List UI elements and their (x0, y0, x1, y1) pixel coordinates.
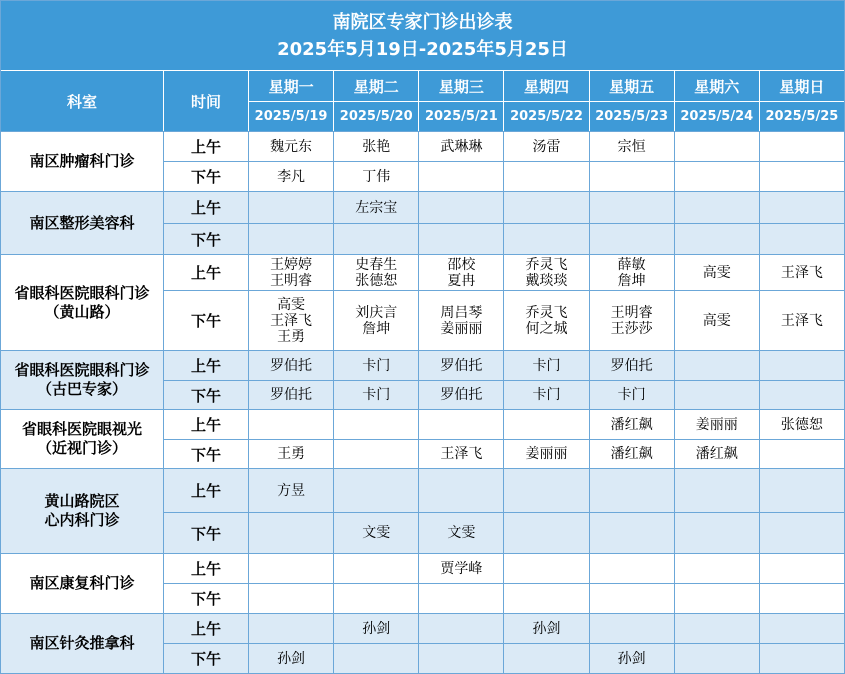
doctor-name: 文雯 (362, 525, 391, 541)
doctor-name: 罗伯托 (610, 357, 653, 374)
doctor-cell (504, 410, 588, 439)
doctor-cell (334, 162, 418, 191)
session-label: 下午 (164, 513, 248, 553)
doctor-cell (334, 469, 418, 512)
doctor-name: 王婷婷 (270, 256, 313, 273)
department-cell (1, 554, 163, 613)
doctor-cell (334, 554, 418, 583)
doctor-cell (419, 554, 503, 583)
doctor-name: 罗伯托 (440, 357, 483, 374)
department-cell (1, 410, 163, 468)
doctor-cell (590, 513, 674, 553)
doctor-cell (760, 351, 844, 380)
department-name-line: 省眼科医院眼科门诊 (14, 283, 150, 302)
doctor-cell (334, 513, 418, 553)
department-name-line: （古巴专家） (36, 380, 127, 398)
department-cell (1, 469, 163, 553)
doctor-name: 罗伯托 (270, 387, 313, 403)
doctor-name: 詹坤 (362, 320, 391, 337)
doctor-cell (419, 584, 503, 613)
doctor-cell (590, 440, 674, 468)
table-header (1, 70, 844, 131)
doctor-name: 周吕琴 (440, 304, 483, 321)
doctor-cell (334, 291, 418, 350)
session-label: 下午 (164, 381, 248, 409)
doctor-cell (760, 132, 844, 161)
date-range: 2025年5月19日-2025年5月25日 (277, 38, 568, 60)
doctor-cell (504, 554, 588, 583)
doctor-cell (419, 162, 503, 191)
table-title-block (1, 1, 844, 70)
department-cell (1, 351, 163, 409)
doctor-cell (590, 162, 674, 191)
doctor-name: 汤雷 (532, 138, 561, 155)
department-cell (1, 132, 163, 191)
department-name-line: 省眼科医院眼视光 (21, 420, 142, 438)
doctor-cell (760, 255, 844, 290)
doctor-cell (760, 224, 844, 254)
doctor-cell (249, 440, 333, 468)
doctor-cell (760, 381, 844, 409)
doctor-cell (590, 192, 674, 223)
doctor-cell (675, 614, 759, 643)
doctor-cell (590, 644, 674, 673)
doctor-cell (675, 255, 759, 290)
header-date: 2025/5/20 (334, 102, 418, 131)
doctor-name: 王泽飞 (440, 446, 483, 462)
doctor-cell (419, 513, 503, 553)
doctor-cell (504, 440, 588, 468)
doctor-cell (760, 614, 844, 643)
session-label: 上午 (164, 351, 248, 380)
doctor-name: 潘红飙 (610, 416, 653, 433)
doctor-name: 史春生 (355, 256, 398, 273)
doctor-cell (590, 291, 674, 350)
doctor-cell (760, 469, 844, 512)
header-date: 2025/5/19 (249, 102, 333, 131)
doctor-cell (760, 554, 844, 583)
doctor-name: 罗伯托 (270, 357, 313, 374)
doctor-name: 高雯 (702, 264, 731, 281)
doctor-cell (504, 351, 588, 380)
table-title: 南院区专家门诊出诊表 (332, 11, 513, 33)
doctor-cell (504, 381, 588, 409)
doctor-cell (504, 614, 588, 643)
doctor-name: 张德恕 (355, 272, 398, 289)
doctor-cell (419, 224, 503, 254)
doctor-cell (590, 410, 674, 439)
header-weekday: 星期六 (675, 71, 759, 101)
doctor-name: 孙剑 (617, 650, 646, 667)
doctor-name: 卡门 (617, 387, 646, 403)
doctor-cell (504, 644, 588, 673)
doctor-cell (675, 554, 759, 583)
header-date: 2025/5/22 (504, 102, 588, 131)
doctor-cell (590, 584, 674, 613)
doctor-cell (675, 351, 759, 380)
doctor-cell (419, 351, 503, 380)
doctor-name: 高雯 (702, 312, 731, 329)
session-label: 上午 (164, 192, 248, 223)
doctor-cell (760, 291, 844, 350)
doctor-name: 魏元东 (270, 138, 313, 155)
doctor-cell (504, 162, 588, 191)
doctor-cell (590, 554, 674, 583)
header-date: 2025/5/23 (590, 102, 674, 131)
doctor-cell (249, 644, 333, 673)
department-name-line: （近视门诊） (36, 439, 127, 457)
doctor-cell (249, 584, 333, 613)
doctor-name: 戴琰琰 (525, 272, 568, 289)
doctor-name: 刘庆言 (355, 304, 398, 321)
doctor-name: 卡门 (532, 387, 561, 403)
doctor-cell (249, 513, 333, 553)
header-weekday: 星期四 (504, 71, 588, 101)
doctor-name: 潘红飙 (695, 446, 738, 462)
doctor-cell (675, 644, 759, 673)
doctor-cell (760, 644, 844, 673)
doctor-cell (249, 410, 333, 439)
doctor-name: 夏冉 (447, 272, 476, 289)
doctor-name: 文雯 (447, 525, 476, 541)
doctor-cell (675, 513, 759, 553)
doctor-cell (334, 224, 418, 254)
doctor-name: 方昱 (277, 482, 306, 499)
doctor-cell (419, 192, 503, 223)
doctor-name: 高雯 (277, 296, 306, 313)
doctor-name: 詹坤 (617, 272, 646, 289)
doctor-name: 王泽飞 (780, 264, 823, 281)
session-label: 下午 (164, 584, 248, 613)
doctor-name: 何之城 (525, 320, 568, 337)
doctor-cell (504, 584, 588, 613)
doctor-cell (590, 255, 674, 290)
doctor-cell (249, 351, 333, 380)
session-label: 下午 (164, 224, 248, 254)
doctor-name: 王勇 (277, 446, 306, 462)
session-label: 下午 (164, 162, 248, 191)
doctor-name: 乔灵飞 (525, 256, 568, 273)
department-name-line: 南区康复科门诊 (29, 574, 135, 592)
doctor-name: 王泽飞 (270, 312, 313, 329)
doctor-cell (675, 162, 759, 191)
doctor-name: 姜丽丽 (440, 320, 483, 337)
doctor-name: 武琳琳 (440, 138, 483, 155)
doctor-cell (590, 351, 674, 380)
doctor-name: 罗伯托 (440, 387, 483, 403)
doctor-name: 薛敏 (617, 256, 646, 273)
department-name-line: 黄山路院区 (44, 492, 120, 510)
doctor-cell (419, 440, 503, 468)
department-name-line: 省眼科医院眼科门诊 (14, 361, 150, 379)
doctor-cell (504, 132, 588, 161)
doctor-name: 卡门 (532, 357, 561, 374)
doctor-cell (760, 410, 844, 439)
doctor-cell (249, 554, 333, 583)
header-time: 时间 (164, 71, 248, 131)
doctor-cell (249, 162, 333, 191)
department-name-line: 南区针灸推拿科 (29, 634, 135, 652)
header-department: 科室 (1, 71, 163, 131)
doctor-cell (334, 192, 418, 223)
doctor-name: 王莎莎 (610, 320, 653, 337)
doctor-cell (504, 255, 588, 290)
header-weekday: 星期二 (334, 71, 418, 101)
doctor-cell (590, 614, 674, 643)
doctor-cell (419, 469, 503, 512)
session-label: 上午 (164, 132, 248, 161)
header-date: 2025/5/24 (675, 102, 759, 131)
doctor-cell (504, 192, 588, 223)
doctor-cell (249, 381, 333, 409)
doctor-cell (760, 162, 844, 191)
doctor-name: 卡门 (362, 387, 391, 403)
doctor-cell (419, 291, 503, 350)
department-name-line: 南区整形美容科 (29, 213, 135, 232)
session-label: 下午 (164, 644, 248, 673)
doctor-cell (504, 224, 588, 254)
session-label: 上午 (164, 614, 248, 643)
doctor-cell (334, 440, 418, 468)
doctor-cell (675, 132, 759, 161)
department-name-line: （黄山路） (44, 302, 120, 321)
doctor-cell (419, 381, 503, 409)
doctor-name: 乔灵飞 (525, 304, 568, 321)
header-weekday: 星期一 (249, 71, 333, 101)
doctor-cell (675, 410, 759, 439)
doctor-name: 王泽飞 (780, 312, 823, 329)
doctor-name: 丁伟 (362, 168, 391, 185)
session-label: 上午 (164, 255, 248, 290)
doctor-cell (249, 255, 333, 290)
doctor-cell (504, 291, 588, 350)
department-cell (1, 192, 163, 254)
session-label: 上午 (164, 410, 248, 439)
doctor-cell (249, 614, 333, 643)
doctor-cell (504, 513, 588, 553)
doctor-name: 孙剑 (362, 620, 391, 637)
doctor-cell (334, 255, 418, 290)
doctor-name: 王明睿 (270, 272, 313, 289)
doctor-name: 王勇 (277, 328, 306, 345)
header-date: 2025/5/25 (760, 102, 844, 131)
doctor-cell (249, 192, 333, 223)
doctor-cell (419, 410, 503, 439)
doctor-cell (419, 132, 503, 161)
doctor-name: 潘红飙 (610, 446, 653, 462)
doctor-cell (760, 584, 844, 613)
doctor-cell (675, 440, 759, 468)
department-cell (1, 255, 163, 350)
doctor-name: 左宗宝 (355, 199, 398, 216)
doctor-cell (334, 381, 418, 409)
doctor-cell (675, 224, 759, 254)
doctor-cell (590, 381, 674, 409)
doctor-cell (419, 614, 503, 643)
doctor-name: 邵校 (447, 256, 476, 273)
doctor-name: 李凡 (277, 168, 306, 185)
table-body (1, 131, 844, 673)
doctor-cell (760, 513, 844, 553)
doctor-cell (334, 410, 418, 439)
doctor-cell (590, 224, 674, 254)
doctor-cell (760, 440, 844, 468)
doctor-name: 孙剑 (532, 620, 561, 637)
doctor-cell (675, 381, 759, 409)
doctor-cell (675, 584, 759, 613)
doctor-cell (334, 132, 418, 161)
doctor-name: 王明睿 (610, 304, 653, 321)
header-weekday: 星期三 (419, 71, 503, 101)
doctor-cell (419, 644, 503, 673)
doctor-name: 孙剑 (277, 650, 306, 667)
doctor-cell (249, 291, 333, 350)
doctor-cell (249, 469, 333, 512)
doctor-cell (249, 224, 333, 254)
department-name-line: 心内科门诊 (44, 511, 120, 529)
session-label: 下午 (164, 440, 248, 468)
doctor-cell (249, 132, 333, 161)
doctor-name: 张艳 (362, 138, 391, 155)
doctor-cell (504, 469, 588, 512)
session-label: 上午 (164, 469, 248, 512)
doctor-name: 张德恕 (780, 416, 823, 433)
doctor-cell (675, 192, 759, 223)
doctor-name: 宗恒 (617, 138, 646, 155)
doctor-cell (675, 469, 759, 512)
doctor-cell (590, 132, 674, 161)
doctor-cell (334, 584, 418, 613)
header-date: 2025/5/21 (419, 102, 503, 131)
department-name-line: 南区肿瘤科门诊 (29, 152, 135, 170)
doctor-cell (334, 644, 418, 673)
doctor-cell (334, 614, 418, 643)
doctor-cell (419, 255, 503, 290)
doctor-name: 姜丽丽 (525, 446, 568, 462)
doctor-cell (590, 469, 674, 512)
doctor-cell (760, 192, 844, 223)
session-label: 上午 (164, 554, 248, 583)
doctor-name: 姜丽丽 (695, 416, 738, 433)
doctor-cell (334, 351, 418, 380)
header-weekday: 星期五 (590, 71, 674, 101)
doctor-name: 卡门 (362, 357, 391, 374)
department-cell (1, 614, 163, 673)
session-label: 下午 (164, 291, 248, 350)
doctor-cell (675, 291, 759, 350)
header-weekday: 星期日 (760, 71, 844, 101)
doctor-name: 贾学峰 (440, 560, 483, 577)
